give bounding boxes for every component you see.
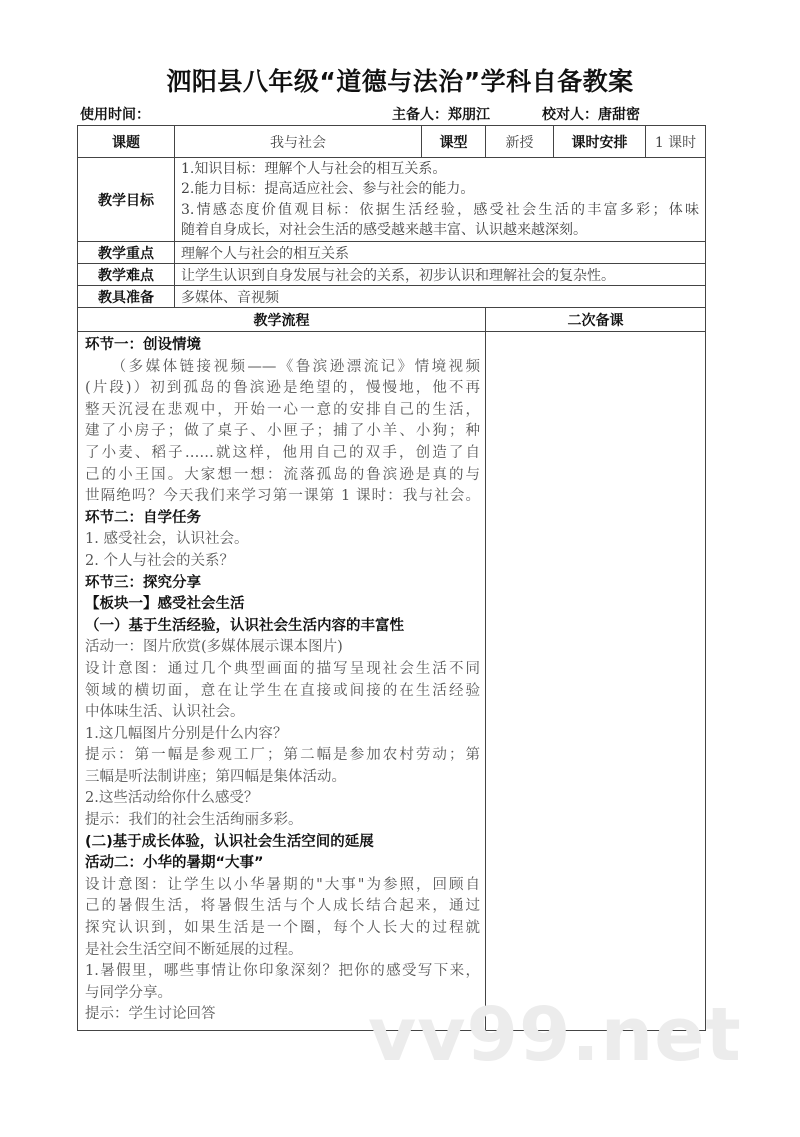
section-heading: （一）基于生活经验，认识社会生活内容的丰富性 [85,617,404,634]
section-heading: 【板块一】感受社会生活 [85,596,245,613]
flow-line: 设计意图：通过几个典型画面的描写呈现社会生活不同 [85,660,480,677]
key-point-label: 教学重点 [78,242,175,264]
flow-line: 整天沉浸在悲观中，开始一心一意的安排自己的生活， [85,401,480,418]
flow-line: 建了小房子；做了桌子、小匣子；捕了小羊、小狗；种 [85,423,480,440]
second-prep-content [486,332,706,1031]
flow-line: 世隔绝吗？今天我们来学习第一课第 1 课时：我与社会。 [85,488,480,505]
type-label: 课型 [422,126,486,158]
materials-row [78,286,706,308]
flow-line: 三幅是听法制讲座；第四幅是集体活动。 [85,768,346,785]
flow-line: 2.这些活动给你什么感受？ [85,790,259,807]
flow-line: 提示：我们的社会生活绚丽多彩。 [85,812,303,829]
lesson-plan-table [77,125,706,1031]
flow-line: 2. 个人与社会的关系？ [85,552,234,569]
flow-line: 中体味生活、认识社会。 [85,704,245,721]
section-heading: 环节一：创设情境 [85,337,201,353]
materials-value: 多媒体、音视频 [175,286,706,308]
flow-header: 教学流程 [78,308,486,332]
flow-line: 与同学分享。 [85,984,172,1001]
schedule-value: 1 课时 [646,126,706,158]
flow-content-row [78,332,706,1031]
flow-line: 领域的横切面，意在让学生在直接或间接的在生活经验 [85,682,480,699]
key-point-value: 理解个人与社会的相互关系 [175,242,706,264]
flow-content [78,332,486,1031]
watermark: vv99.net [368,992,742,1078]
schedule-label: 课时安排 [554,126,646,158]
flow-line: （多媒体链接视频——《鲁滨逊漂流记》情境视频 [85,358,480,375]
objective-line: 2.能力目标：提高适应社会、参与社会的能力。 [181,181,475,197]
section-heading: 活动二：小华的暑期“大事” [85,855,264,872]
objective-line: 1.知识目标：理解个人与社会的相互关系。 [181,160,447,177]
objectives-label: 教学目标 [78,158,175,242]
objectives-row [78,158,706,242]
objectives-content [175,158,706,242]
objective-line: 3.情感态度价值观目标：依据生活经验，感受社会生活的丰富多彩；体味 [181,201,699,218]
key-point-row [78,242,706,264]
flow-line: 己的小王国。大家想一想：流落孤岛的鲁滨逊是真的与 [85,466,480,483]
proofreader: 校对人：唐甜密 [542,107,640,123]
flow-line: 探究认识到，如果生活是一个圈，每个人长大的过程就 [85,920,480,937]
section-heading: (二)基于成长体验，认识社会生活空间的延展 [85,833,374,850]
type-value: 新授 [486,126,554,158]
flow-line: 己的暑假生活，将暑假生活与个人成长结合起来，通过 [85,898,480,915]
flow-line: 了小麦、稻子……就这样，他用自己的双手，创造了自 [85,444,480,461]
flow-line: 提示：学生讨论回答 [85,1006,216,1023]
topic-label: 课题 [78,126,175,158]
flow-line: 1.暑假里，哪些事情让你印象深刻？把你的感受写下来， [85,963,480,980]
document-title: 泗阳县八年级“道德与法治”学科自备教案 [166,67,634,96]
flow-line: 1.这几幅图片分别是什么内容？ [85,725,288,742]
difficulty-row [78,264,706,286]
materials-label: 教具准备 [78,286,175,308]
difficulty-label: 教学难点 [78,264,175,286]
author: 主备人：郑朋江 [392,107,490,123]
use-time-label: 使用时间： [80,107,150,123]
flow-header-row [78,308,706,332]
section-heading: 环节二：自学任务 [85,509,201,526]
flow-line: 设计意图：让学生以小华暑期的"大事"为参照，回顾自 [85,876,480,893]
difficulty-value: 让学生认识到自身发展与社会的关系，初步认识和理解社会的复杂性。 [175,264,706,286]
topic-row [78,126,706,158]
flow-line: (片段)）初到孤岛的鲁滨逊是绝望的，慢慢地，他不再 [85,380,480,397]
objective-line: 随着自身成长，对社会生活的感受越来越丰富、认识越来越深刻。 [181,222,587,238]
flow-line: 1. 感受社会，认识社会。 [85,531,249,548]
flow-line: 活动一：图片欣赏(多媒体展示课本图片) [85,639,343,656]
topic-value: 我与社会 [175,126,422,158]
section-heading: 环节三：探究分享 [85,574,201,591]
second-prep-header: 二次备课 [486,308,706,332]
flow-line: 是社会生活空间不断延展的过程。 [85,941,303,958]
flow-line: 提示：第一幅是参观工厂；第二幅是参加农村劳动；第 [85,747,480,764]
